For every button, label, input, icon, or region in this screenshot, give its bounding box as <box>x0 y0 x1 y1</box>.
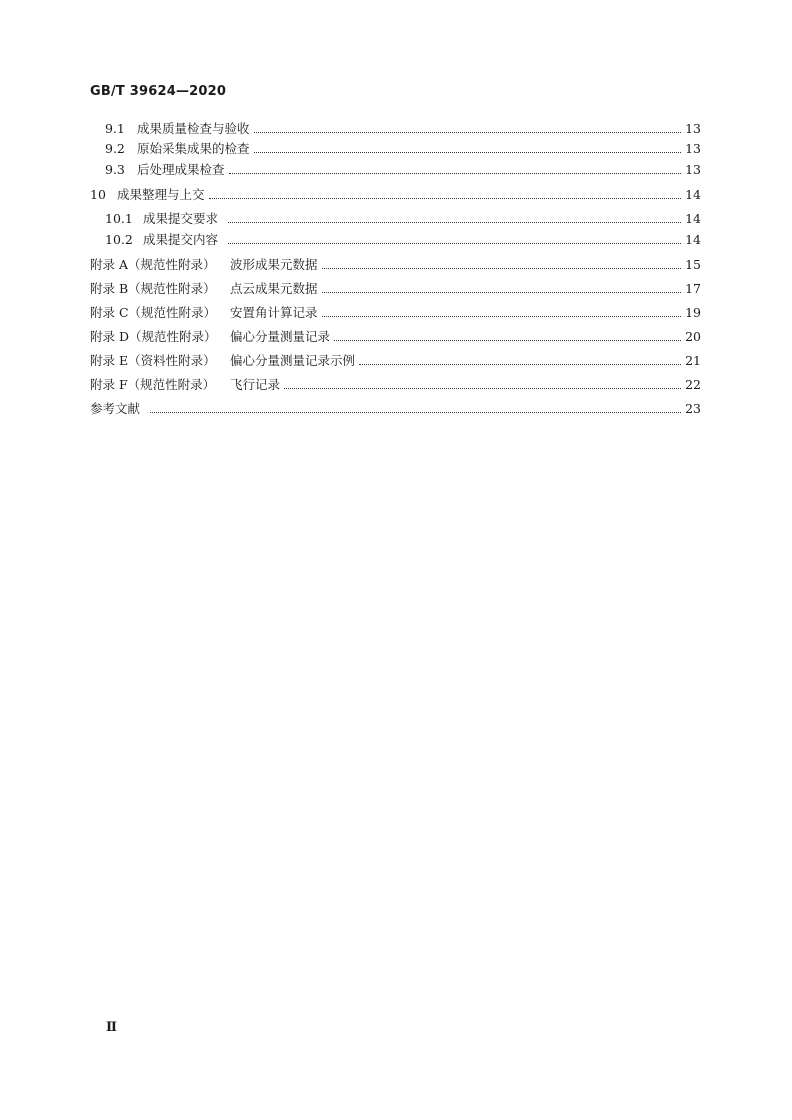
toc-entry-number: 9.3 <box>105 162 125 177</box>
toc-entry-number: 10 <box>90 187 106 202</box>
toc-entry-page: 20 <box>685 329 701 344</box>
toc-entry-10[interactable] <box>90 187 701 203</box>
toc-entry-10-2[interactable] <box>105 232 701 248</box>
toc-leader-dots <box>284 388 681 389</box>
toc-entry-number: 9.1 <box>105 121 125 136</box>
toc-entry-title: 安置角计算记录 <box>230 305 318 320</box>
toc-entry-number: 10.1 <box>105 211 133 226</box>
toc-entry-title: 成果质量检查与验收 <box>137 121 250 136</box>
toc-entry-title: 波形成果元数据 <box>230 257 318 272</box>
page-number: Ⅱ <box>106 1020 117 1035</box>
toc-entry-title: 点云成果元数据 <box>230 281 318 296</box>
toc-entry-title: 成果整理与上交 <box>117 187 205 202</box>
toc-leader-dots <box>334 340 681 341</box>
toc-leader-dots <box>254 152 682 153</box>
toc-entry-page: 23 <box>685 401 701 416</box>
toc-entry-page: 17 <box>685 281 701 296</box>
toc-entry-appendix-c[interactable] <box>90 305 701 321</box>
toc-entry-title: 原始采集成果的检查 <box>137 141 250 156</box>
toc-entry-number: 10.2 <box>105 232 133 247</box>
standard-code-header: GB/T 39624—2020 <box>90 84 227 99</box>
toc-entry-title: 偏心分量测量记录示例 <box>230 353 356 368</box>
toc-entry-number: 附录 C（规范性附录） <box>90 305 217 320</box>
toc-leader-dots <box>322 292 682 293</box>
toc-entry-appendix-a[interactable] <box>90 257 701 273</box>
toc-entry-number: 附录 A（规范性附录） <box>90 257 216 272</box>
toc-leader-dots <box>228 243 681 244</box>
toc-entry-page: 13 <box>685 162 701 177</box>
toc-entry-appendix-e[interactable] <box>90 353 701 369</box>
toc-leader-dots <box>150 412 681 413</box>
toc-leader-dots <box>322 316 682 317</box>
toc-entry-page: 13 <box>685 141 701 156</box>
toc-entry-page: 14 <box>685 232 701 247</box>
toc-entry-number: 附录 B（规范性附录） <box>90 281 216 296</box>
toc-entry-page: 14 <box>685 211 701 226</box>
toc-entry-number: 附录 E（资料性附录） <box>90 353 216 368</box>
toc-entry-appendix-d[interactable] <box>90 329 701 345</box>
toc-leader-dots <box>229 173 682 174</box>
toc-entry-title: 参考文献 <box>90 401 141 416</box>
toc-entry-title: 成果提交要求 <box>143 211 219 226</box>
toc-entry-title: 成果提交内容 <box>143 232 219 247</box>
toc-leader-dots <box>254 132 682 133</box>
toc-leader-dots <box>359 364 681 365</box>
toc-entry-page: 15 <box>685 257 701 272</box>
toc-entry-10-1[interactable] <box>105 211 701 227</box>
toc-entry-page: 19 <box>685 305 701 320</box>
toc-entry-title: 飞行记录 <box>230 377 281 392</box>
toc-entry-number: 9.2 <box>105 141 125 156</box>
toc-leader-dots <box>228 222 681 223</box>
toc-leader-dots <box>209 198 682 199</box>
toc-entry-9-3[interactable] <box>105 162 701 178</box>
toc-entry-title: 偏心分量测量记录 <box>230 329 331 344</box>
toc-entry-references[interactable] <box>90 401 701 417</box>
toc-entry-appendix-f[interactable] <box>90 377 701 393</box>
toc-entry-9-1[interactable] <box>105 121 701 137</box>
toc-entry-number: 附录 F（规范性附录） <box>90 377 216 392</box>
toc-entry-page: 13 <box>685 121 701 136</box>
toc-entry-page: 21 <box>685 353 701 368</box>
toc-entry-page: 14 <box>685 187 701 202</box>
toc-entry-9-2[interactable] <box>105 141 701 157</box>
toc-entry-page: 22 <box>685 377 701 392</box>
toc-entry-number: 附录 D（规范性附录） <box>90 329 217 344</box>
toc-entry-appendix-b[interactable] <box>90 281 701 297</box>
toc-entry-title: 后处理成果检查 <box>137 162 225 177</box>
toc-leader-dots <box>322 268 682 269</box>
